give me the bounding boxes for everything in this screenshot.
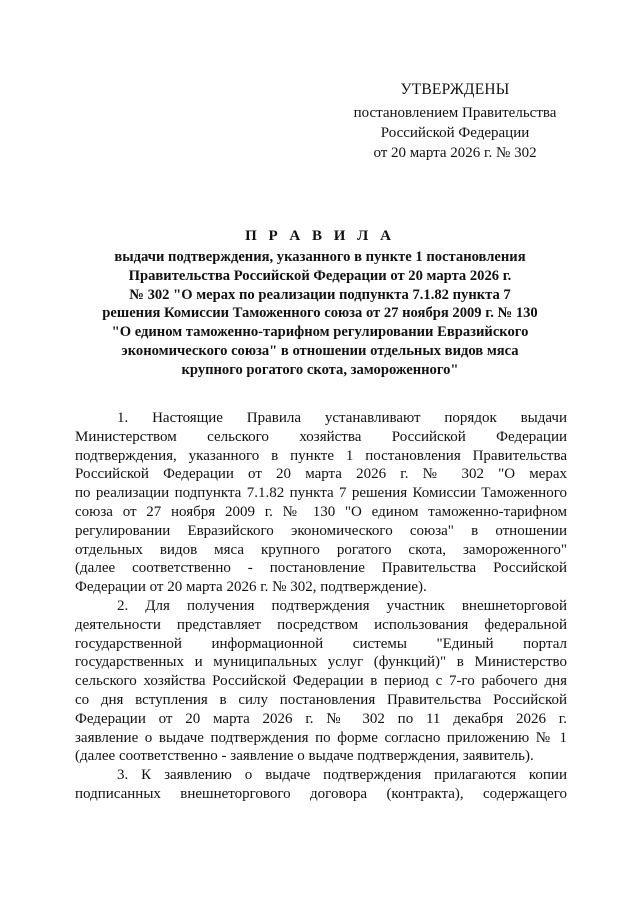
approval-line: от 20 марта 2026 г. № 302 bbox=[373, 145, 537, 161]
paragraph-line: заявление о выдаче подтверждения по форме согласно приложению № 1 bbox=[75, 729, 567, 746]
paragraph-line: 2. Для получения подтверждения участник внешнеторговой bbox=[117, 597, 567, 614]
paragraph-line: Министерством сельского хозяйства Российской Федерации bbox=[75, 428, 567, 445]
paragraph-line: союза от 27 ноября 2009 г. № 130 "О едином таможенно-тарифном bbox=[75, 503, 567, 520]
paragraph-line: Федерации от 20 марта 2026 г. № 302 по 11 декабря 2026 г. bbox=[75, 710, 567, 727]
paragraph-3 bbox=[75, 766, 567, 804]
paragraph-line: отдельных видов мяса крупного рогатого скота, замороженного" bbox=[75, 541, 567, 558]
paragraph-line: деятельности представляет посредством использования федеральной bbox=[75, 616, 567, 633]
subtitle-line: № 302 "О мерах по реализации подпункта 7.1.82 пункта 7 bbox=[129, 286, 511, 303]
paragraph-line: по реализации подпункта 7.1.82 пункта 7 решения Комиссии Таможенного bbox=[75, 485, 567, 502]
paragraph-line: Федерации от 20 марта 2026 г. № 302, подтверждение). bbox=[75, 579, 427, 596]
paragraph-line: 1. Настоящие Правила устанавливают порядок выдачи bbox=[117, 410, 567, 426]
document-title: П Р А В И Л А bbox=[245, 228, 395, 244]
paragraph-line: сельского хозяйства Российской Федерации в период с 7-го рабочего дня bbox=[75, 673, 567, 690]
subtitle-line: крупного рогатого скота, замороженного" bbox=[181, 361, 459, 378]
paragraph-line: государственной информационной системы "Единый портал bbox=[75, 635, 567, 652]
paragraph-line: подтверждения, указанного в пункте 1 постановления Правительства bbox=[75, 447, 567, 464]
subtitle-line: Правительства Российской Федерации от 20 марта 2026 г. bbox=[128, 267, 512, 284]
paragraph-line: Российской Федерации от 20 марта 2026 г. № 302 "О мерах bbox=[75, 466, 567, 483]
paragraph-2 bbox=[75, 597, 567, 766]
paragraph-line: государственных и муниципальных услуг (функций)" в Министерство bbox=[75, 654, 567, 671]
subtitle-line: экономического союза" в отношении отдельных видов мяса bbox=[121, 342, 519, 359]
paragraph-line: регулировании Евразийского экономического союза" в отношении bbox=[75, 522, 567, 539]
subtitle-line: "О едином таможенно-тарифном регулировании Евразийского bbox=[111, 324, 529, 341]
approval-heading: УТВЕРЖДЕНЫ bbox=[400, 81, 510, 98]
paragraph-line: (далее соответственно - заявление о выдаче подтверждения, заявитель). bbox=[75, 748, 534, 765]
subtitle-line: выдачи подтверждения, указанного в пункте 1 постановления bbox=[114, 249, 526, 265]
subtitle-line: решения Комиссии Таможенного союза от 27 ноября 2009 г. № 130 bbox=[102, 305, 538, 322]
approval-line: постановлением Правительства bbox=[353, 105, 557, 121]
paragraph-line: (далее соответственно - постановление Правительства Российской bbox=[75, 560, 567, 577]
document-subtitle bbox=[85, 248, 555, 380]
paragraph-line: со дня вступления в силу постановления Правительства Российской bbox=[75, 691, 567, 708]
paragraph-line: подписанных внешнеторгового договора (контракта), содержащего bbox=[75, 785, 567, 802]
paragraph-line: 3. К заявлению о выдаче подтверждения прилагаются копии bbox=[117, 767, 567, 784]
approval-line: Российской Федерации bbox=[380, 125, 530, 141]
paragraph-1 bbox=[75, 409, 567, 597]
approval-stamp bbox=[330, 80, 580, 163]
document-body bbox=[75, 409, 567, 804]
